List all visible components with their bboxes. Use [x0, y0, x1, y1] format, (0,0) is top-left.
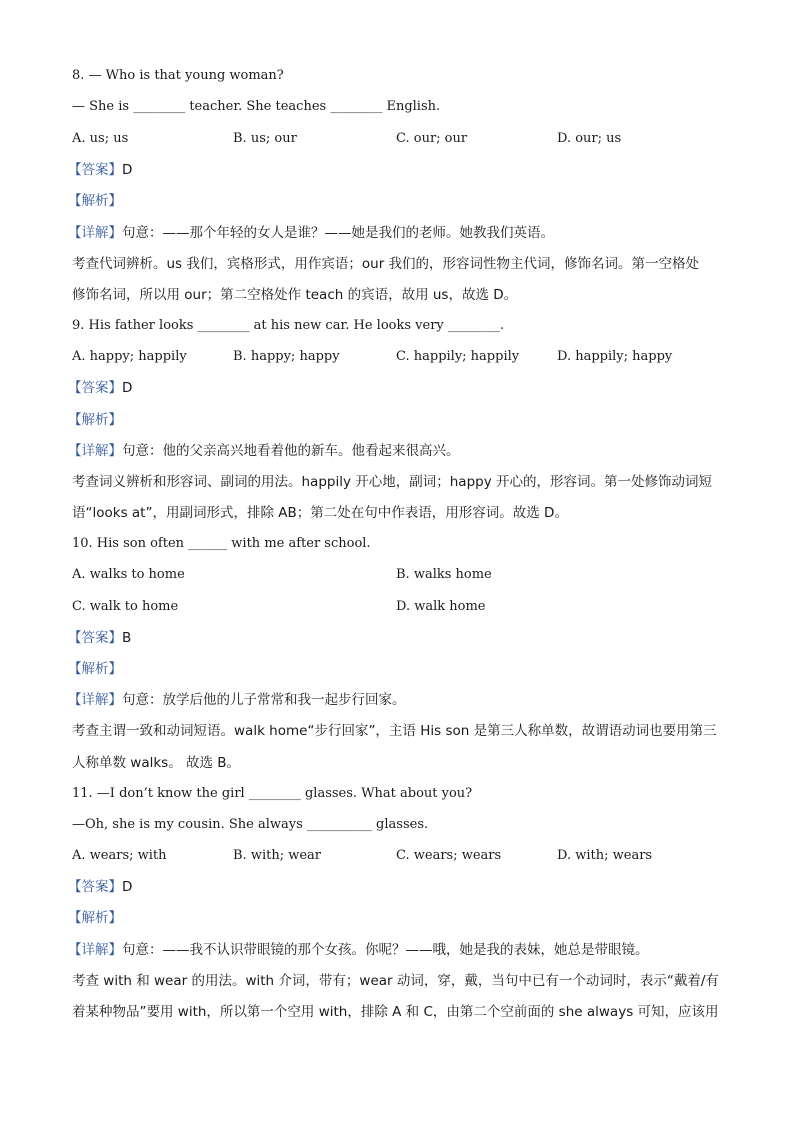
- q11-detail: [68, 940, 722, 960]
- q9-stem: 9. His father looks ________ at his new car. He looks very ________.: [72, 318, 505, 333]
- q11-explain-line2: 着某种物品”要用 with，所以第一个空用 with，排除 A 和 C，由第二个空前面的 she always 可知，应该用: [72, 1004, 719, 1020]
- q11-dialog: —Oh, she is my cousin. She always __________ glasses.: [72, 817, 429, 832]
- q10-option-a: A. walks to home: [72, 567, 185, 582]
- detail-text: 句意：——我不认识带眼镜的那个女孩。你呢？——哦，她是我的表妹，她总是带眼镜。: [122, 942, 649, 958]
- q9-explain-line1: 考查词义辨析和形容词、副词的用法。happily 开心地，副词；happy 开心的，形容词。第一处修饰动词短: [72, 474, 712, 490]
- q8-option-c: C. our; our: [396, 131, 468, 146]
- q8-dialog: — She is ________ teacher. She teaches ________ English.: [72, 99, 441, 114]
- q10-answer: [68, 628, 722, 648]
- answer-tag: 【答案】: [68, 630, 122, 646]
- answer-value: D: [122, 380, 133, 396]
- detail-tag: 【详解】: [68, 443, 122, 459]
- q11-option-b: B. with; wear: [233, 848, 321, 863]
- q10-analysis-tag: 【解析】: [68, 661, 122, 677]
- answer-tag: 【答案】: [68, 879, 122, 895]
- q11-answer: [68, 877, 722, 897]
- answer-tag: 【答案】: [68, 380, 122, 396]
- q9-detail: [68, 441, 722, 461]
- q10-explain-line1: 考查主谓一致和动词短语。walk home“步行回家”，主语 His son 是第三人称单数，故谓语动词也要用第三: [72, 723, 717, 739]
- q11-stem: 11. —I don’t know the girl ________ glasses. What about you?: [72, 786, 473, 801]
- q9-option-a: A. happy; happily: [72, 349, 187, 364]
- q9-answer: [68, 378, 722, 398]
- q8-explain-line1: 考查代词辨析。us 我们，宾格形式，用作宾语；our 我们的，形容词性物主代词，修饰名词。第一空格处: [72, 256, 700, 272]
- q10-stem: 10. His son often ______ with me after school.: [72, 536, 371, 551]
- q8-analysis-tag: 【解析】: [68, 193, 122, 209]
- q10-option-d: D. walk home: [396, 599, 486, 614]
- answer-value: B: [122, 630, 132, 646]
- q11-option-d: D. with; wears: [557, 848, 653, 863]
- answer-tag: 【答案】: [68, 162, 122, 178]
- q9-explain-line2: 语“looks at”，用副词形式，排除 AB；第二处在句中作表语，用形容词。故选 D。: [72, 505, 568, 521]
- q8-option-a: A. us; us: [72, 131, 129, 146]
- q10-explain-line2: 人称单数 walks。 故选 B。: [72, 755, 241, 771]
- q11-option-a: A. wears; with: [72, 848, 167, 863]
- q8-stem: 8. — Who is that young woman?: [72, 68, 284, 83]
- q8-answer: [68, 160, 722, 180]
- q9-option-c: C. happily; happily: [396, 349, 520, 364]
- detail-tag: 【详解】: [68, 225, 122, 241]
- answer-value: D: [122, 879, 133, 895]
- detail-tag: 【详解】: [68, 942, 122, 958]
- q10-option-b: B. walks home: [396, 567, 492, 582]
- q10-detail: [68, 690, 722, 710]
- q11-explain-line1: 考查 with 和 wear 的用法。with 介词，带有；wear 动词，穿，戴，当句中已有一个动词时，表示“戴着/有: [72, 973, 719, 989]
- q8-explain-line2: 修饰名词，所以用 our；第二空格处作 teach 的宾语，故用 us，故选 D。: [72, 287, 518, 303]
- q9-option-d: D. happily; happy: [557, 349, 673, 364]
- detail-text: 句意：他的父亲高兴地看着他的新车。他看起来很高兴。: [122, 443, 460, 459]
- q8-option-b: B. us; our: [233, 131, 297, 146]
- q11-analysis-tag: 【解析】: [68, 910, 122, 926]
- q9-option-b: B. happy; happy: [233, 349, 340, 364]
- detail-text: 句意：放学后他的儿子常常和我一起步行回家。: [122, 692, 406, 708]
- q11-option-c: C. wears; wears: [396, 848, 502, 863]
- answer-value: D: [122, 162, 133, 178]
- q10-option-c: C. walk to home: [72, 599, 179, 614]
- detail-tag: 【详解】: [68, 692, 122, 708]
- detail-text: 句意：——那个年轻的女人是谁？——她是我们的老师。她教我们英语。: [122, 225, 554, 241]
- q8-option-d: D. our; us: [557, 131, 622, 146]
- q9-analysis-tag: 【解析】: [68, 412, 122, 428]
- q8-detail: [68, 223, 722, 243]
